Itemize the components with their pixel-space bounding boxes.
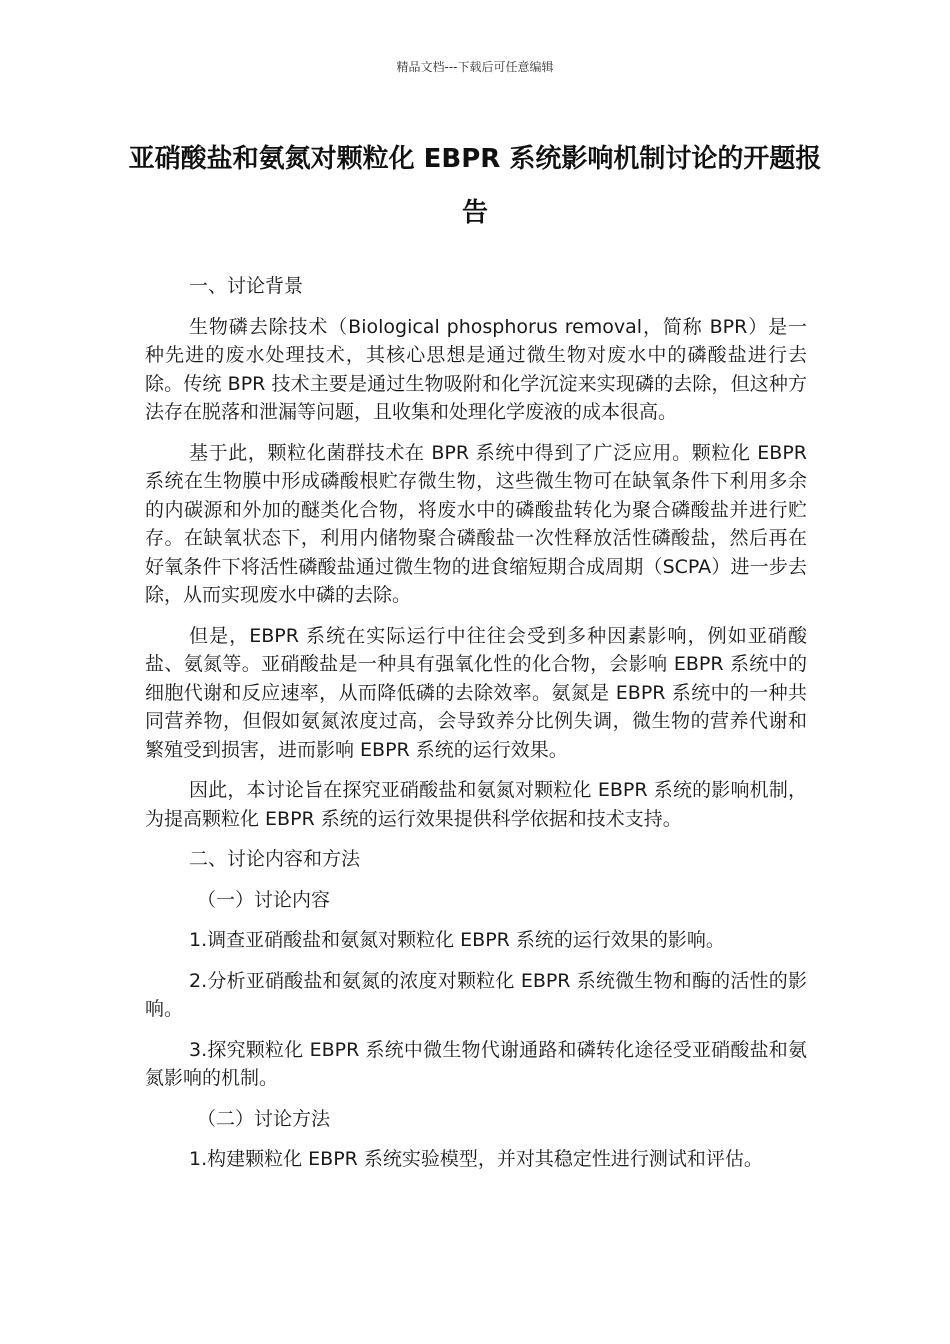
section-heading-content-methods: 二、讨论内容和方法 bbox=[189, 848, 361, 870]
document-title: 亚硝酸盐和氨氮对颗粒化 EBPR 系统影响机制讨论的开题报告 bbox=[128, 144, 822, 228]
content-item-3: 3.探究颗粒化 EBPR 系统中微生物代谢通路和磷转化途径受亚硝酸盐和氨氮影响的机制。 bbox=[145, 1038, 807, 1089]
section-heading-background: 一、讨论背景 bbox=[189, 275, 304, 297]
paragraph-granular-ebpr: 基于此，颗粒化菌群技术在 BPR 系统中得到了广泛应用。颗粒化 EBPR 系统在生物膜中形成磷酸根贮存微生物，这些微生物可在缺氧条件下利用多余的内碳源和外加的醚类化合物，将废水中的磷酸盐转化为聚合磷酸盐并进行贮存。在缺氧状态下，利用内储物聚合磷酸盐一次性释放活性磷酸盐，然后再在好氧条件下将活性磷酸盐通过微生物的进食缩短期合成周期（SCPA）进一步去除，从而实现废水中磷的去除。 bbox=[145, 441, 807, 606]
subsection-heading-content: （一）讨论内容 bbox=[197, 888, 331, 911]
header-note: 精品文档---下载后可任意编辑 bbox=[396, 60, 554, 74]
paragraph-research-aim: 因此，本讨论旨在探究亚硝酸盐和氨氮对颗粒化 EBPR 系统的影响机制，为提高颗粒化 EBPR 系统的运行效果提供科学依据和技术支持。 bbox=[145, 779, 807, 830]
content-item-1: 1.调查亚硝酸盐和氨氮对颗粒化 EBPR 系统的运行效果的影响。 bbox=[189, 929, 725, 951]
paragraph-influencing-factors: 但是，EBPR 系统在实际运行中往往会受到多种因素影响，例如亚硝酸盐、氨氮等。亚硝酸盐是一种具有强氧化性的化合物，会影响 EBPR 系统中的细胞代谢和反应速率，从而降低磷的去除效率。氨氮是 EBPR 系统中的一种共同营养物，但假如氨氮浓度过高，会导致养分比例失调，微生物的营养代谢和繁殖受到损害，进而影响 EBPR 系统的运行效果。 bbox=[145, 624, 807, 761]
content-item-2: 2.分析亚硝酸盐和氨氮的浓度对颗粒化 EBPR 系统微生物和酶的活性的影响。 bbox=[145, 969, 807, 1020]
subsection-heading-methods: （二）讨论方法 bbox=[197, 1107, 331, 1130]
document-body bbox=[145, 272, 807, 1186]
paragraph-bpr-intro: 生物磷去除技术（Biological phosphorus removal，简称 BPR）是一种先进的废水处理技术，其核心思想是通过微生物对废水中的磷酸盐进行去除。传统 BPR 技术主要是通过生物吸附和化学沉淀来实现磷的去除，但这种方法存在脱落和泄漏等问题，且收集和处理化学废液的成本很高。 bbox=[145, 315, 807, 423]
method-item-1: 1.构建颗粒化 EBPR 系统实验模型，并对其稳定性进行测试和评估。 bbox=[189, 1148, 763, 1170]
